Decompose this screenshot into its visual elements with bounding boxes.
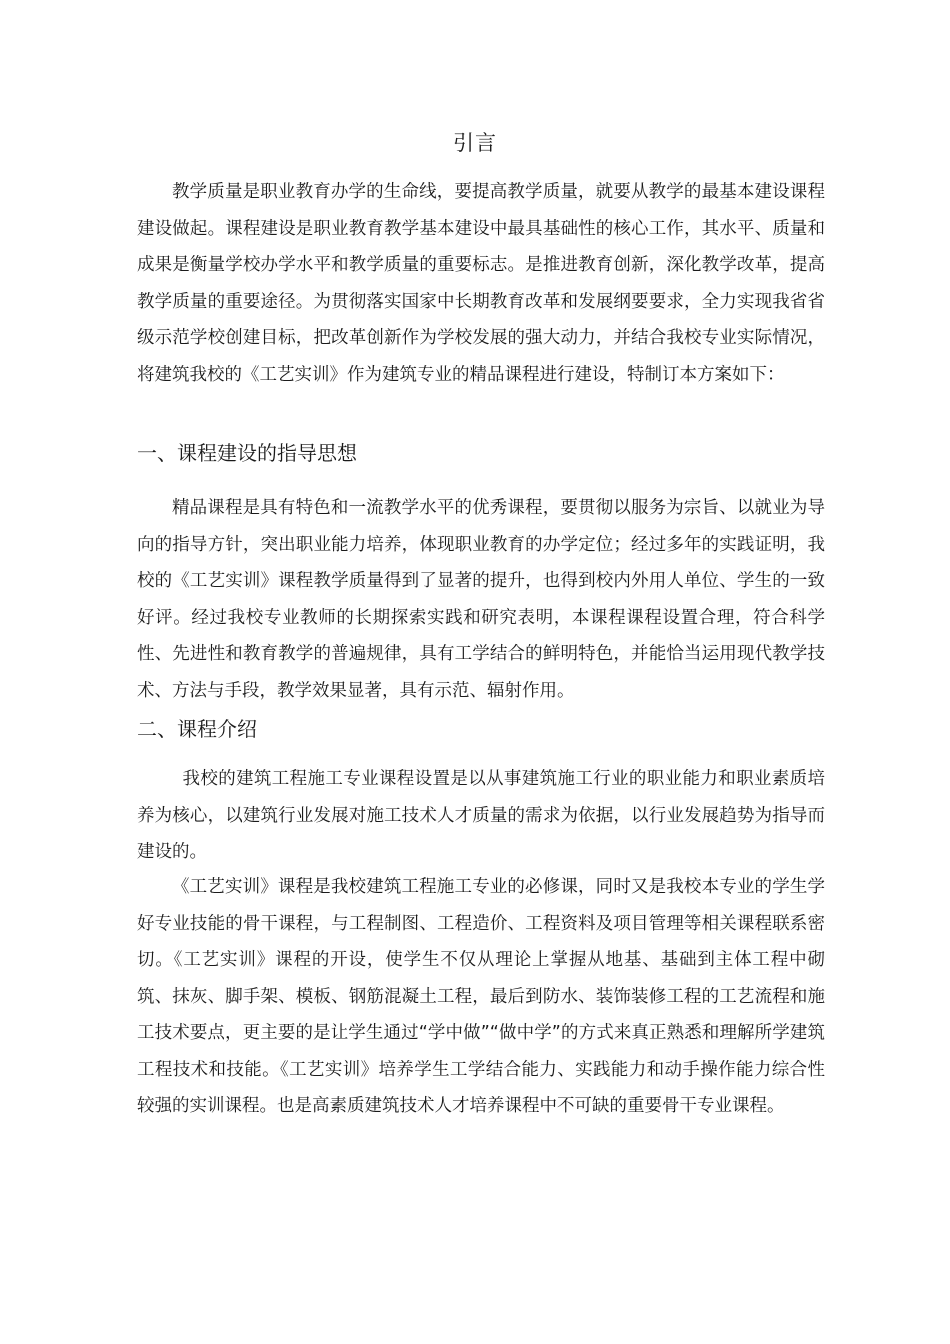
section-heading-course-introduction: 二、课程介绍	[137, 717, 257, 741]
section-heading-guiding-ideology: 一、课程建设的指导思想	[137, 441, 357, 465]
section2-paragraph-1: 我校的建筑工程施工专业课程设置是以从事建筑施工行业的职业能力和职业素质培养为核心，以建筑行业发展对施工技术人才质量的需求为依据，以行业发展趋势为指导而建设的。	[137, 769, 825, 862]
section1-paragraph: 精品课程是具有特色和一流教学水平的优秀课程，要贯彻以服务为宗旨、以就业为导向的指导方针，突出职业能力培养，体现职业教育的办学定位；经过多年的实践证明，我校的《工艺实训》课程教学质量得到了显著的提升，也得到校内外用人单位、学生的一致好评。经过我校专业教师的长期探索实践和研究表明，本课程课程设置合理，符合科学性、先进性和教育教学的普遍规律，具有工学结合的鲜明特色，并能恰当运用现代教学技术、方法与手段，教学效果显著，具有示范、辐射作用。	[137, 498, 825, 701]
section2-paragraph-2: 《工艺实训》课程是我校建筑工程施工专业的必修课，同时又是我校本专业的学生学好专业技能的骨干课程，与工程制图、工程造价、工程资料及项目管理等相关课程联系密切。《工艺实训》课程的开设，使学生不仅从理论上掌握从地基、基础到主体工程中砌筑、抹灰、脚手架、模板、钢筋混凝土工程，最后到防水、装饰装修工程的工艺流程和施工技术要点，更主要的是让学生通过“学中做”“做中学”的方式来真正熟悉和理解所学建筑工程技术和技能。《工艺实训》培养学生工学结合能力、实践能力和动手操作能力综合性较强的实训课程。也是高素质建筑技术人才培养课程中不可缺的重要骨干专业课程。	[137, 877, 825, 1116]
intro-paragraph: 教学质量是职业教育办学的生命线，要提高教学质量，就要从教学的最基本建设课程建设做起。课程建设是职业教育教学基本建设中最具基础性的核心工作，其水平、质量和成果是衡量学校办学水平和教学质量的重要标志。是推进教育创新，深化教学改革，提高教学质量的重要途径。为贯彻落实国家中长期教育改革和发展纲要要求，全力实现我省省级示范学校创建目标，把改革创新作为学校发展的强大动力，并结合我校专业实际情况，将建筑我校的《工艺实训》作为建筑专业的精品课程进行建设，特制订本方案如下：	[137, 182, 825, 385]
page-title: 引言	[453, 131, 497, 155]
